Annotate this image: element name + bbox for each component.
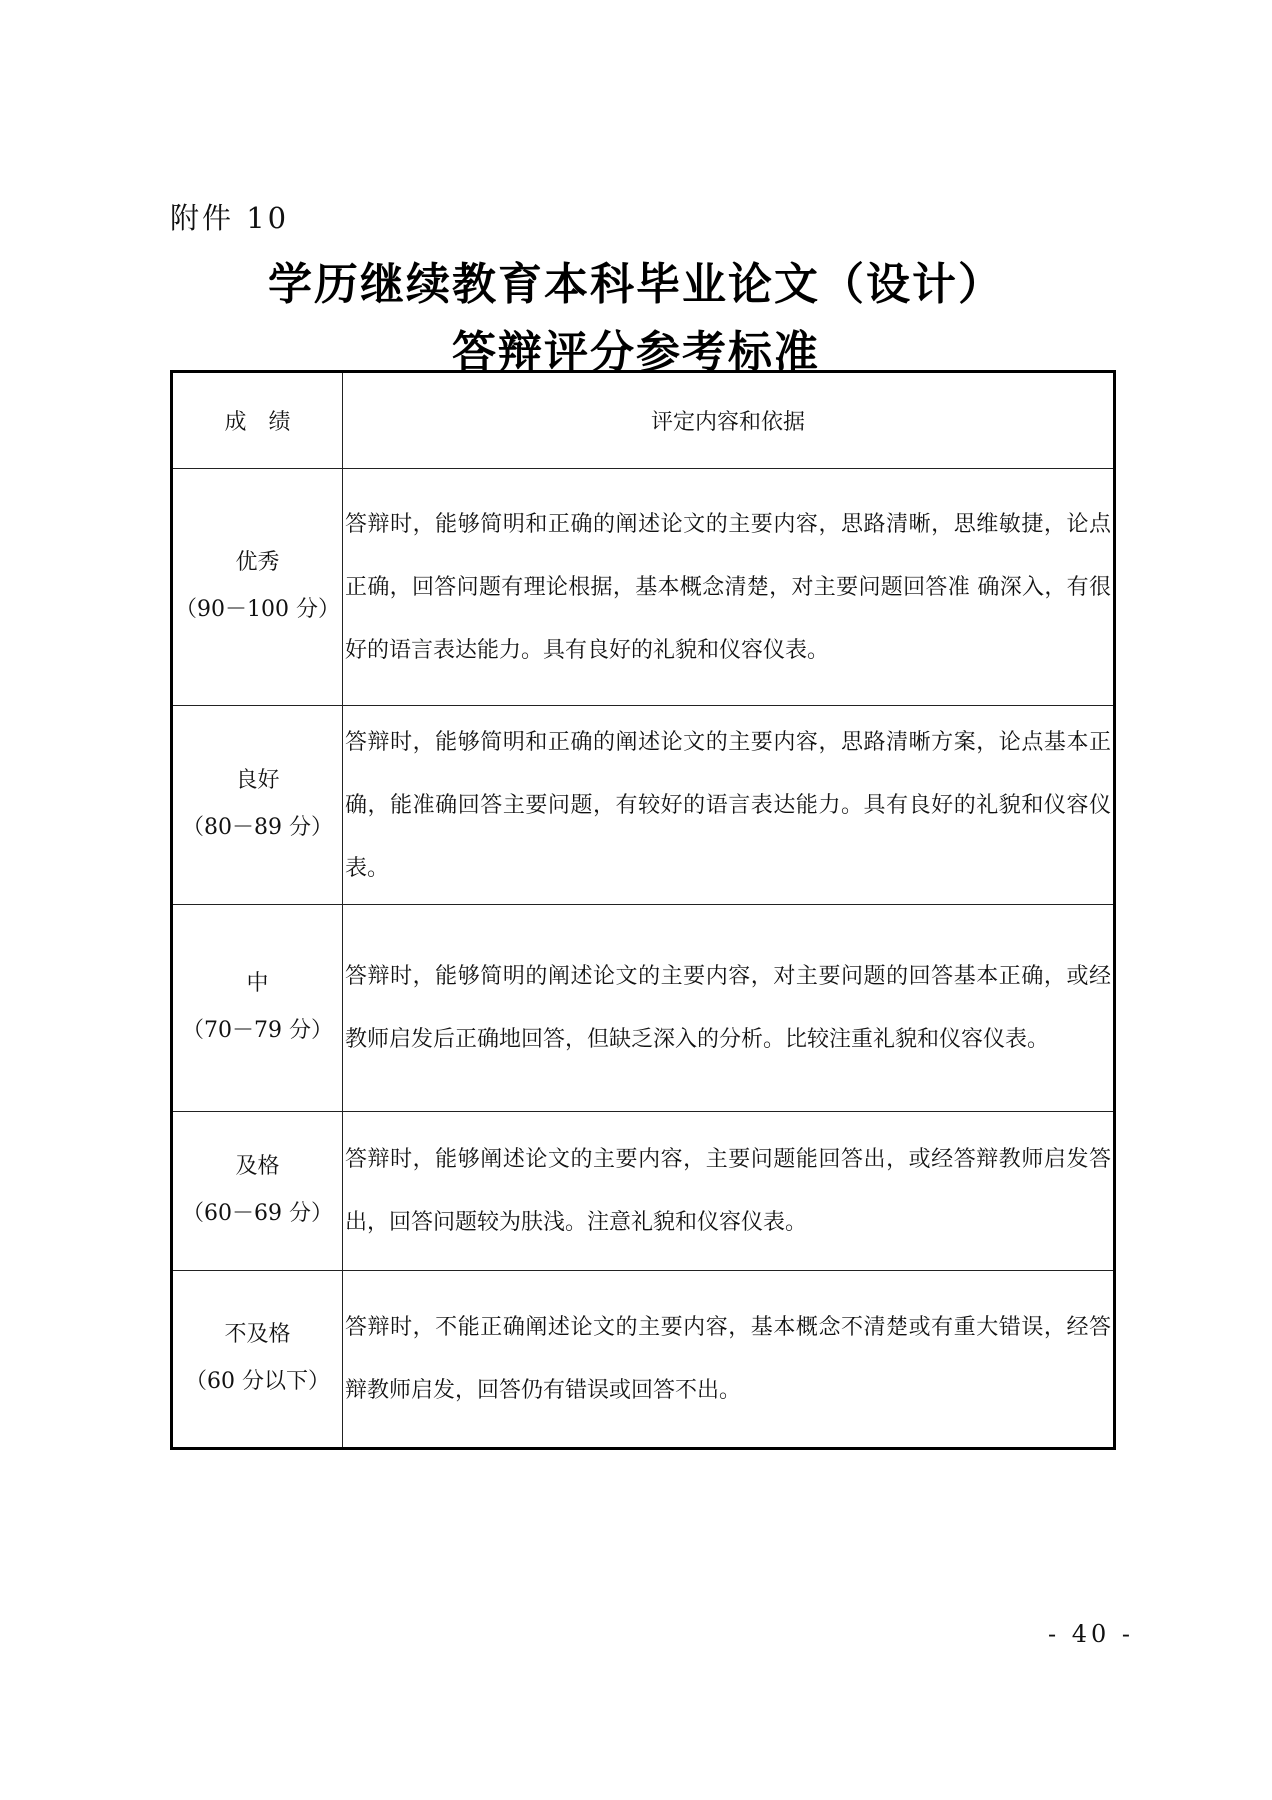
grade-cell [172, 1112, 343, 1271]
grade-name: 及格 [235, 1154, 280, 1180]
grade-name: 优秀 [235, 550, 280, 576]
table-row [172, 469, 1115, 706]
grade-cell [172, 706, 343, 905]
criteria-description: 答辩时，不能正确阐述论文的主要内容，基本概念不清楚或有重大错误，经答辩教师启发，回答仍有错误或回答不出。 [343, 1271, 1115, 1449]
grade-name: 不及格 [224, 1322, 291, 1348]
table-header-row [172, 372, 1115, 469]
grade-range: （60－69 分） [182, 1201, 333, 1226]
table-row [172, 1112, 1115, 1271]
grade-range: （60 分以下） [185, 1369, 330, 1394]
criteria-description: 答辩时，能够简明和正确的阐述论文的主要内容，思路清晰方案，论点基本正确，能准确回答主要问题，有较好的语言表达能力。具有良好的礼貌和仪容仪表。 [343, 706, 1115, 905]
grade-range: （70－79 分） [182, 1018, 333, 1043]
column-header-grade: 成 绩 [172, 372, 343, 469]
criteria-description: 答辩时，能够阐述论文的主要内容，主要问题能回答出，或经答辩教师启发答出，回答问题较为肤浅。注意礼貌和仪容仪表。 [343, 1112, 1115, 1271]
document-title: 学历继续教育本科毕业论文（设计） [268, 259, 1004, 310]
grade-cell [172, 905, 343, 1112]
grade-name: 良好 [235, 768, 280, 794]
grade-range: （90－100 分） [175, 597, 340, 622]
table-row [172, 706, 1115, 905]
attachment-label: 附件 10 [170, 201, 290, 235]
table-row [172, 905, 1115, 1112]
criteria-description: 答辩时，能够简明和正确的阐述论文的主要内容，思路清晰，思维敏捷，论点正确，回答问题有理论根据，基本概念清楚，对主要问题回答准 确深入，有很好的语言表达能力。具有良好的礼貌和仪容仪表。 [343, 469, 1115, 706]
grade-name: 中 [246, 971, 269, 997]
document-subtitle: 答辩评分参考标准 [452, 327, 820, 378]
page-number: - 40 - [1048, 1620, 1135, 1648]
column-header-criteria: 评定内容和依据 [343, 372, 1115, 469]
table-row [172, 1271, 1115, 1449]
grade-cell [172, 1271, 343, 1449]
grading-standards-table [170, 370, 1116, 1450]
grade-range: （80－89 分） [182, 815, 333, 840]
criteria-description: 答辩时，能够简明的阐述论文的主要内容，对主要问题的回答基本正确，或经教师启发后正确地回答，但缺乏深入的分析。比较注重礼貌和仪容仪表。 [343, 905, 1115, 1112]
grade-cell [172, 469, 343, 706]
